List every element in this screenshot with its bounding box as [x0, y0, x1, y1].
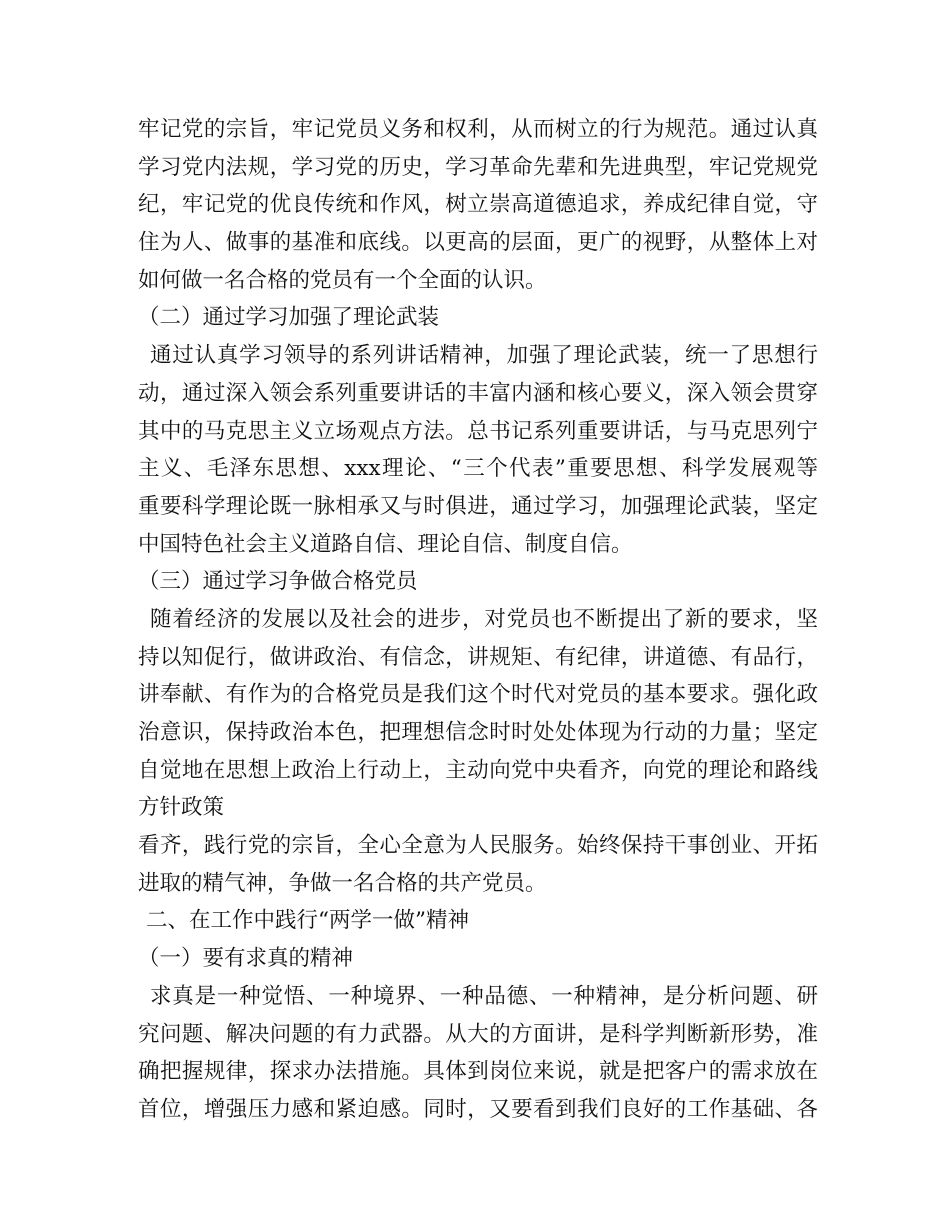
- text-line: 看齐，践行党的宗旨，全心全意为人民服务。始终保持干事创业、开拓: [138, 833, 818, 859]
- text-line: 自觉地在思想上政治上行动上，主动向党中央看齐，向党的理论和路线: [138, 757, 818, 783]
- text-line: 随着经济的发展以及社会的进步，对党员也不断提出了新的要求，坚: [150, 606, 818, 632]
- text-line: 求真是一种觉悟、一种境界、一种品德、一种精神，是分析问题、研: [150, 983, 818, 1009]
- text-line: 牢记党的宗旨，牢记党员义务和权利，从而树立的行为规范。通过认真: [138, 117, 818, 142]
- section-heading: （三）通过学习争做合格党员: [138, 569, 418, 595]
- text-line: 重要科学理论既一脉相承又与时俱进，通过学习，加强理论武装，坚定: [138, 493, 818, 519]
- text-line: 治意识，保持政治本色，把理想信念时时处处体现为行动的力量；坚定: [138, 720, 818, 745]
- text-line: 究问题、解决问题的有力武器。从大的方面讲，是科学判断新形势，准: [138, 1021, 818, 1047]
- text-line: 主义、毛泽东思想、xxx理论、“三个代表”重要思想、科学发展观等: [138, 456, 818, 482]
- text-line: 确把握规律，探求办法措施。具体到岗位来说，就是把客户的需求放在: [138, 1059, 818, 1085]
- text-line: 纪，牢记党的优良传统和作风，树立崇高道德追求，养成纪律自觉，守: [138, 192, 818, 218]
- text-line: 首位，增强压力感和紧迫感。同时，又要看到我们良好的工作基础、各: [138, 1096, 818, 1122]
- text-line: 学习党内法规，学习党的历史，学习革命先辈和先进典型，牢记党规党: [138, 154, 818, 180]
- chapter-heading: 二、在工作中践行“两学一做”精神: [146, 908, 469, 934]
- document-body: [138, 111, 818, 1129]
- text-line: 方针政策: [138, 795, 225, 821]
- section-heading: （二）通过学习加强了理论武装: [138, 305, 440, 331]
- text-line: 持以知促行，做讲政治、有信念，讲规矩、有纪律，讲道德、有品行，: [138, 644, 818, 670]
- text-line: 通过认真学习领导的系列讲话精神，加强了理论武装，统一了思想行: [150, 343, 818, 369]
- text-line: 讲奉献、有作为的合格党员是我们这个时代对党员的基本要求。强化政: [138, 682, 818, 708]
- section-heading: （一）要有求真的精神: [138, 946, 354, 972]
- text-line: 进取的精气神，争做一名合格的共产党员。: [138, 870, 547, 896]
- text-line: 其中的马克思主义立场观点方法。总书记系列重要讲话，与马克思列宁: [138, 418, 818, 444]
- text-line: 动，通过深入领会系列重要讲话的丰富内涵和核心要义，深入领会贯穿: [138, 380, 818, 406]
- text-line: 中国特色社会主义道路自信、理论自信、制度自信。: [138, 531, 633, 557]
- text-line: 住为人、做事的基准和底线。以更高的层面，更广的视野，从整体上对: [138, 230, 818, 256]
- text-line: 如何做一名合格的党员有一个全面的认识。: [138, 267, 547, 293]
